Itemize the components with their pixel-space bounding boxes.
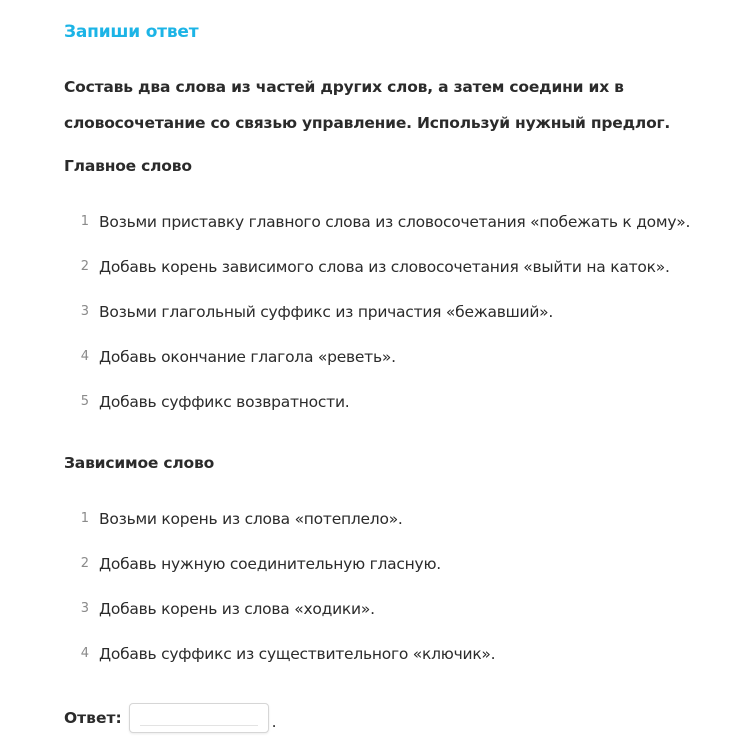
step-number: 4: [80, 349, 89, 364]
answer-label: Ответ:: [64, 709, 122, 727]
step-text: Возьми глагольный суффикс из причастия «бежавший».: [99, 303, 554, 321]
answer-input[interactable]: [129, 703, 269, 733]
step-text: Добавь корень зависимого слова из словосочетания «выйти на каток».: [99, 258, 670, 276]
list-item: [64, 346, 749, 391]
step-number: 4: [80, 646, 89, 661]
dependent-word-steps: [64, 508, 749, 688]
list-item: [64, 301, 749, 346]
step-text: Добавь суффикс из существительного «ключик».: [99, 645, 496, 663]
list-item: [64, 211, 749, 256]
list-item: [64, 256, 749, 301]
task-heading: Запиши ответ: [64, 22, 199, 42]
list-item: [64, 508, 749, 553]
dependent-word-title: Зависимое слово: [64, 454, 215, 472]
step-text: Добавь окончание глагола «реветь».: [99, 348, 396, 366]
answer-row: [64, 701, 277, 735]
main-word-steps: [64, 211, 749, 436]
task-description: Составь два слова из частей других слов, а затем соедини их в словосочетание со связью управление. Используй нужный предлог.: [64, 78, 671, 132]
list-item: [64, 391, 749, 436]
step-text: Возьми приставку главного слова из словосочетания «побежать к дому».: [99, 213, 691, 231]
list-item: [64, 598, 749, 643]
answer-trailing-period: .: [271, 713, 277, 731]
list-item: [64, 643, 749, 688]
step-number: 1: [80, 511, 89, 526]
step-text: Возьми корень из слова «потеплело».: [99, 510, 403, 528]
main-word-title: Главное слово: [64, 157, 192, 175]
list-item: [64, 553, 749, 598]
step-number: 2: [80, 556, 89, 571]
step-number: 3: [80, 304, 89, 319]
step-number: 3: [80, 601, 89, 616]
step-text: Добавь корень из слова «ходики».: [99, 600, 375, 618]
step-number: 5: [80, 394, 89, 409]
step-number: 1: [80, 214, 89, 229]
step-text: Добавь нужную соединительную гласную.: [99, 555, 441, 573]
step-text: Добавь суффикс возвратности.: [99, 393, 350, 411]
step-number: 2: [80, 259, 89, 274]
